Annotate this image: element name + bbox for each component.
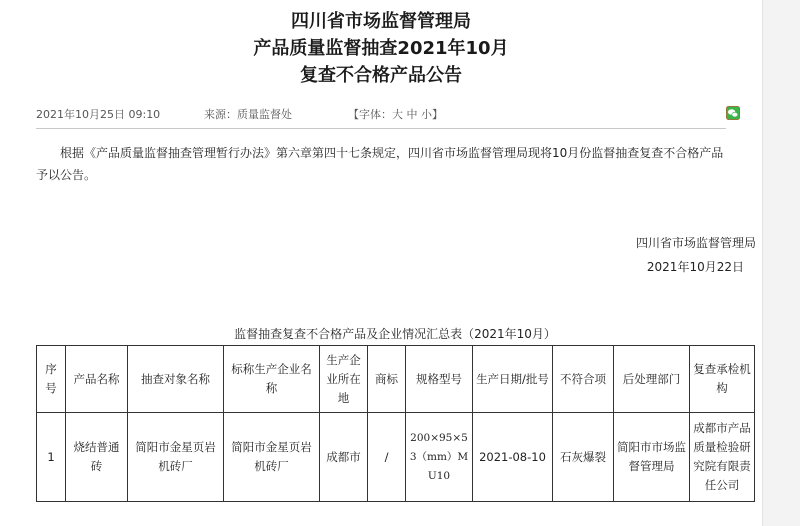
cell-inspection-agency: 成都市产品质量检验研究院有限责任公司 bbox=[690, 413, 755, 502]
cell-product-name: 烧结普通砖 bbox=[66, 413, 128, 502]
header-nonconformity: 不符合项 bbox=[553, 346, 614, 413]
table-header-row bbox=[37, 346, 755, 413]
header-inspection-agency: 复查承检机构 bbox=[690, 346, 755, 413]
nonconforming-products-table bbox=[36, 345, 755, 502]
header-spec: 规格型号 bbox=[406, 346, 473, 413]
header-manufacturer: 标称生产企业名称 bbox=[224, 346, 320, 413]
font-size-selector[interactable]: 【字体：大 中 小】 bbox=[348, 108, 443, 121]
cell-location: 成都市 bbox=[320, 413, 368, 502]
right-scroll-area bbox=[762, 0, 800, 526]
title-line-3: 复查不合格产品公告 bbox=[300, 65, 462, 86]
table-caption: 监督抽查复查不合格产品及企业情况汇总表（2021年10月） bbox=[234, 327, 556, 341]
cell-trademark: / bbox=[368, 413, 406, 502]
article-title bbox=[0, 8, 762, 89]
cell-production-date: 2021-08-10 bbox=[473, 413, 553, 502]
announcement-paragraph: 根据《产品质量监督抽查管理暂行办法》第六章第四十七条规定，四川省市场监督管理局现将10月份监督抽查复查不合格产品予以公告。 bbox=[36, 146, 724, 182]
title-line-1: 四川省市场监督管理局 bbox=[291, 11, 471, 32]
header-index: 序号 bbox=[37, 346, 66, 413]
header-inspected-party: 抽查对象名称 bbox=[128, 346, 224, 413]
article-meta bbox=[36, 106, 726, 124]
signature-date: 2021年10月22日 bbox=[646, 260, 744, 274]
publish-date: 2021年10月25日 09:10 bbox=[36, 108, 161, 121]
cell-nonconformity: 石灰爆裂 bbox=[553, 413, 614, 502]
header-product-name: 产品名称 bbox=[66, 346, 128, 413]
cell-index: 1 bbox=[37, 413, 66, 502]
signature-org: 四川省市场监督管理局 bbox=[635, 236, 756, 250]
cell-inspected-party: 简阳市金星页岩机砖厂 bbox=[128, 413, 224, 502]
header-location: 生产企业所在地 bbox=[320, 346, 368, 413]
cell-manufacturer: 简阳市金星页岩机砖厂 bbox=[224, 413, 320, 502]
header-handling-dept: 后处理部门 bbox=[614, 346, 690, 413]
article-source: 来源：质量监督处 bbox=[204, 108, 292, 121]
cell-spec: 200×95×53（mm）MU10 bbox=[406, 413, 473, 502]
title-line-2: 产品质量监督抽查2021年10月 bbox=[253, 38, 509, 59]
wechat-icon[interactable] bbox=[726, 106, 740, 120]
meta-divider bbox=[36, 128, 726, 129]
header-trademark: 商标 bbox=[368, 346, 406, 413]
header-production-date: 生产日期/批号 bbox=[473, 346, 553, 413]
table-row bbox=[37, 413, 755, 502]
cell-handling-dept: 简阳市市场监督管理局 bbox=[614, 413, 690, 502]
